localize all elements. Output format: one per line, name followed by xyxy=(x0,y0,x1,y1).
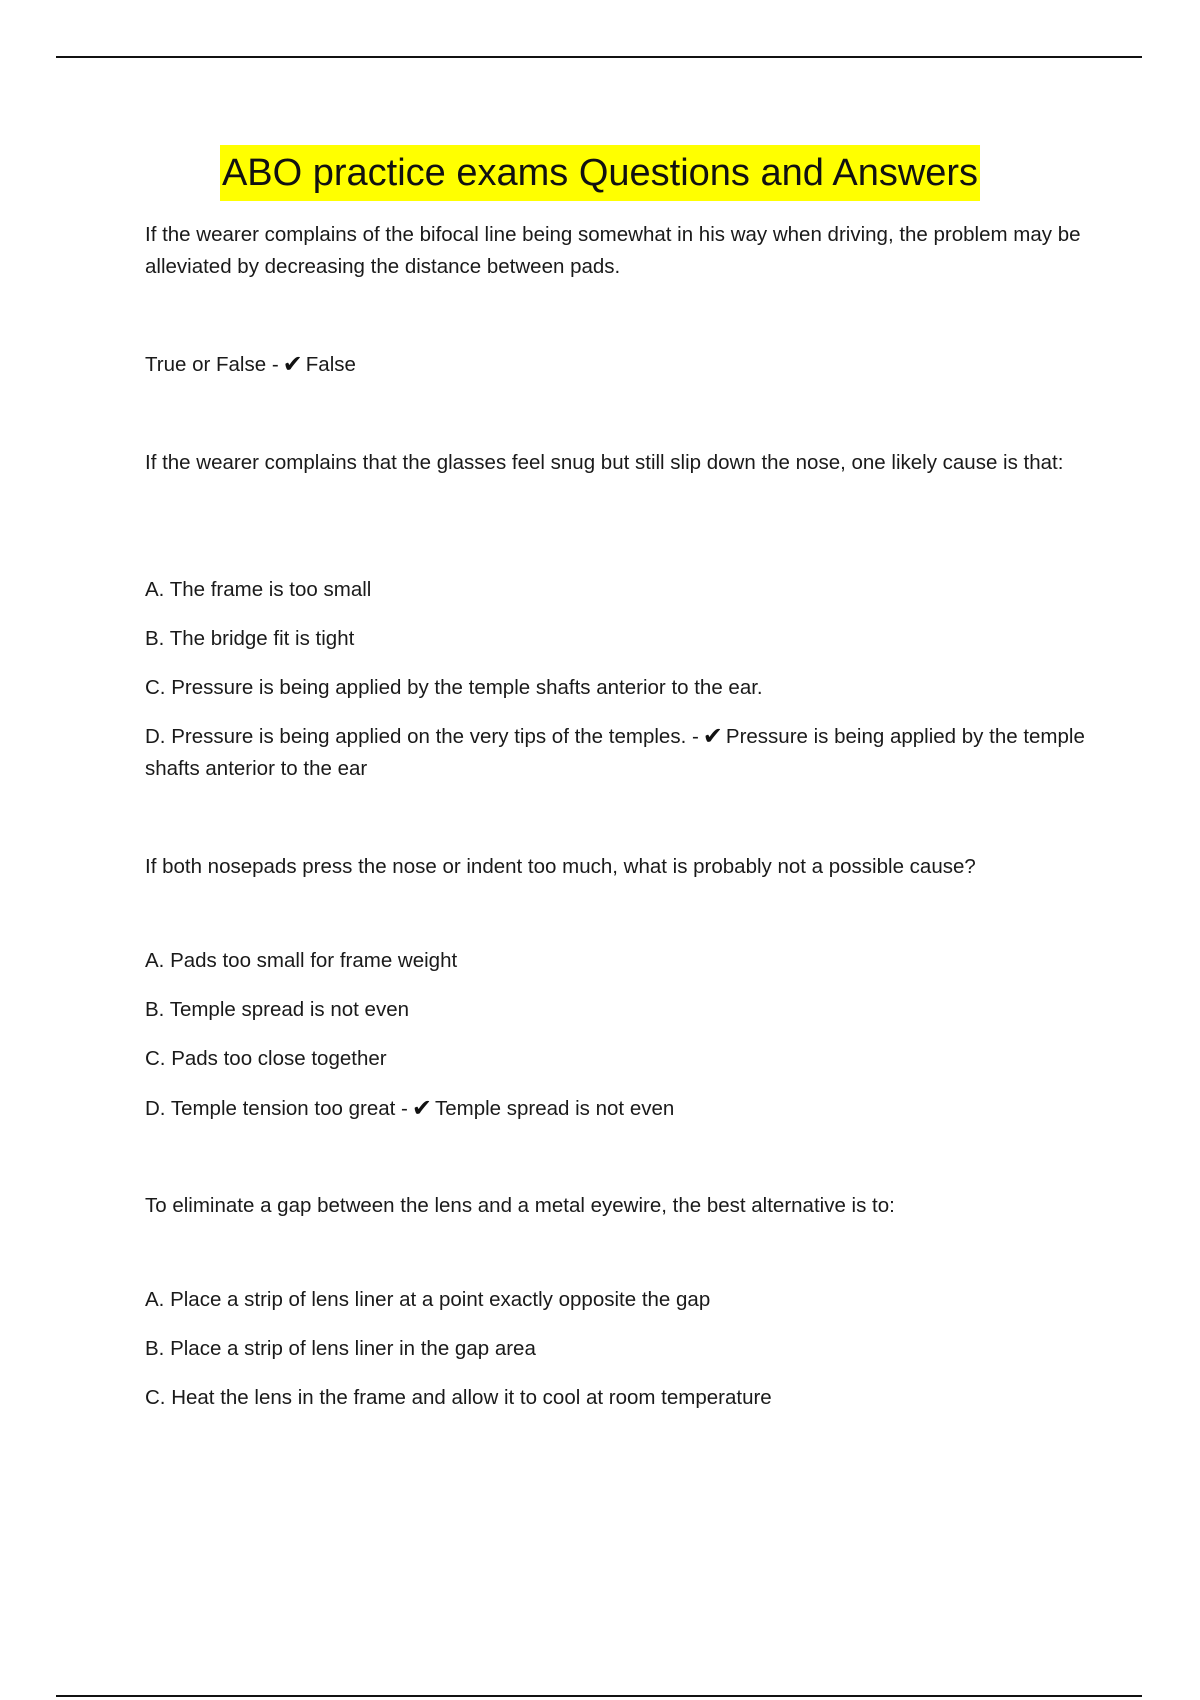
question-2-option-c: C. Pressure is being applied by the temple shafts anterior to the ear. xyxy=(145,676,763,699)
question-2-option-b: B. The bridge fit is tight xyxy=(145,627,355,650)
question-2-option-a: A. The frame is too small xyxy=(145,578,372,601)
question-1-answer-line xyxy=(145,349,1095,381)
bottom-rule xyxy=(56,1695,1142,1697)
top-rule xyxy=(56,56,1142,58)
checkmark-icon: ✔ xyxy=(702,722,723,750)
title-container xyxy=(0,145,1200,201)
question-2-option-d-answer xyxy=(145,721,1095,785)
question-1-answer-prefix: True or False - xyxy=(145,353,279,376)
question-3-option-c: C. Pads too close together xyxy=(145,1047,387,1070)
question-1-prompt: If the wearer complains of the bifocal line being somewhat in his way when driving, the problem may be alleviated by decreasing the distance between pads. xyxy=(145,223,1081,278)
checkmark-icon: ✔ xyxy=(282,350,303,378)
question-2-answer: Pressure is being applied by the temple shafts anterior to the ear xyxy=(145,725,1085,780)
question-4-option-a: A. Place a strip of lens liner at a point exactly opposite the gap xyxy=(145,1288,711,1311)
question-3-option-b: B. Temple spread is not even xyxy=(145,998,409,1021)
question-4-option-c: C. Heat the lens in the frame and allow it to cool at room temperature xyxy=(145,1386,772,1409)
question-2-option-d: D. Pressure is being applied on the very tips of the temples. - xyxy=(145,725,699,748)
question-4-option-b: B. Place a strip of lens liner in the gap area xyxy=(145,1337,536,1360)
checkmark-icon: ✔ xyxy=(411,1094,432,1122)
question-3-option-a: A. Pads too small for frame weight xyxy=(145,949,458,972)
question-3-option-d: D. Temple tension too great - xyxy=(145,1097,408,1120)
question-3-answer: Temple spread is not even xyxy=(434,1097,675,1120)
question-2-prompt: If the wearer complains that the glasses feel snug but still slip down the nose, one likely cause is that: xyxy=(145,451,1064,474)
question-3-prompt: If both nosepads press the nose or indent too much, what is probably not a possible cause? xyxy=(145,855,976,878)
page-title: ABO practice exams Questions and Answers xyxy=(220,145,980,201)
question-3-option-d-answer xyxy=(145,1093,1095,1125)
question-1-answer: False xyxy=(305,353,356,376)
question-4-prompt: To eliminate a gap between the lens and a metal eyewire, the best alternative is to: xyxy=(145,1194,895,1217)
